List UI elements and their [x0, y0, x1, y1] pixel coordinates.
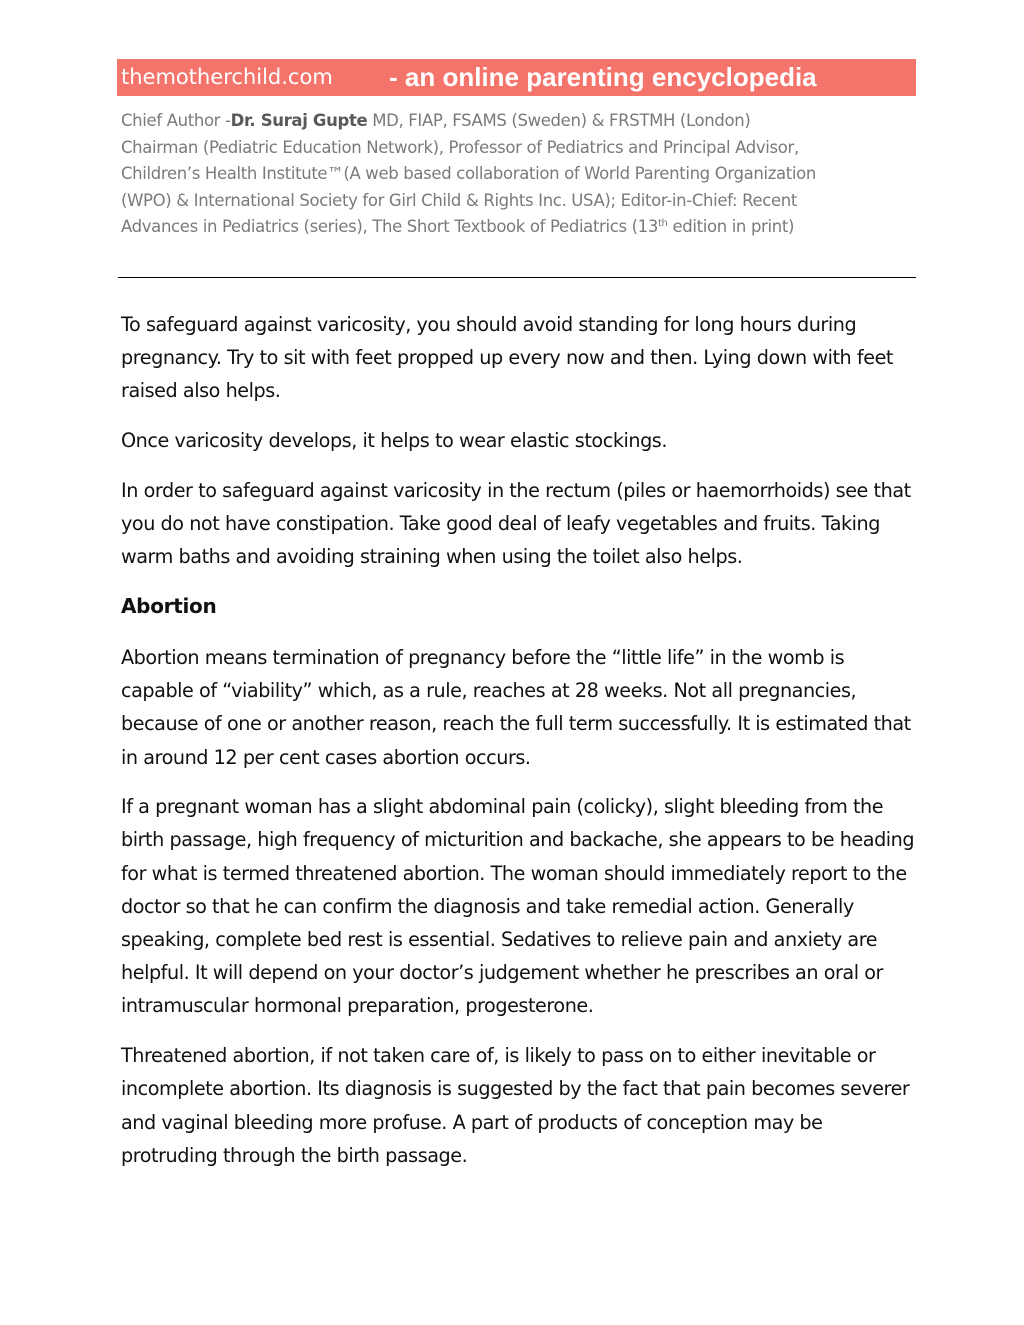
body-paragraph: Threatened abortion, if not taken care of, is likely to pass on to either inevitable or incomplete abortion. Its diagnosis is suggested by the fact that pain becomes severer and vaginal bleeding more profuse. A part of products of conception may be protruding through the birth passage.	[121, 1044, 910, 1167]
header-divider	[118, 277, 916, 278]
body-paragraph: Once varicosity develops, it helps to wear elastic stockings.	[121, 429, 667, 453]
site-tagline: - an online parenting encyclopedia	[389, 62, 817, 92]
author-affiliation-line: (WPO) & International Society for Girl Child & Rights Inc. USA); Editor-in-Chief: Recent	[121, 190, 798, 210]
article-body	[121, 308, 916, 1188]
site-banner	[117, 59, 916, 96]
author-qualifications: MD, FIAP, FSAMS (Sweden) & FRSTMH (London)	[367, 111, 751, 130]
body-paragraph: To safeguard against varicosity, you should avoid standing for long hours during pregnancy. Try to sit with feet propped up every now and then. Lying down with feet raised also helps.	[121, 313, 894, 403]
author-prefix: Chief Author -	[121, 111, 231, 130]
body-paragraph: Abortion means termination of pregnancy before the “little life” in the womb is capable of “viability” which, as a rule, reaches at 28 weeks. Not all pregnancies, because of one or another reason, reach the full term successfully. It is estimated that in around 12 per cent cases abortion occurs.	[121, 645, 911, 769]
publications-text: Advances in Pediatrics (series), The Short Textbook of Pediatrics (13	[121, 217, 658, 237]
author-affiliation-line: Children’s Health Institute™(A web based collaboration of World Parenting Organization	[121, 164, 816, 184]
author-credits	[121, 108, 911, 241]
publications-text-end: edition in print)	[667, 217, 795, 237]
author-line	[121, 108, 911, 135]
body-paragraph: If a pregnant woman has a slight abdominal pain (colicky), slight bleeding from the birth passage, high frequency of micturition and backache, she appears to be heading for what is termed threatened abortion. The woman should immediately report to the doctor so that he can confirm the diagnosis and take remedial action. Generally speaking, complete bed rest is essential. Sedatives to relieve pain and anxiety are helpful. It will depend on your doctor’s judgement whether he prescribes an oral or intramuscular hormonal preparation, progesterone.	[121, 795, 915, 1018]
body-paragraph: In order to safeguard against varicosity in the rectum (piles or haemorrhoids) see that you do not have constipation. Take good deal of leafy vegetables and fruits. Taking warm baths and avoiding straining when using the toilet also helps.	[121, 478, 911, 569]
author-publications-line	[121, 214, 911, 241]
edition-superscript: th	[657, 218, 668, 230]
site-name: themotherchild.com	[121, 65, 333, 89]
author-name: Dr. Suraj Gupte	[230, 111, 368, 130]
section-heading: Abortion	[121, 593, 217, 618]
author-affiliation-line: Chairman (Pediatric Education Network), Professor of Pediatrics and Principal Advisor,	[121, 137, 799, 157]
